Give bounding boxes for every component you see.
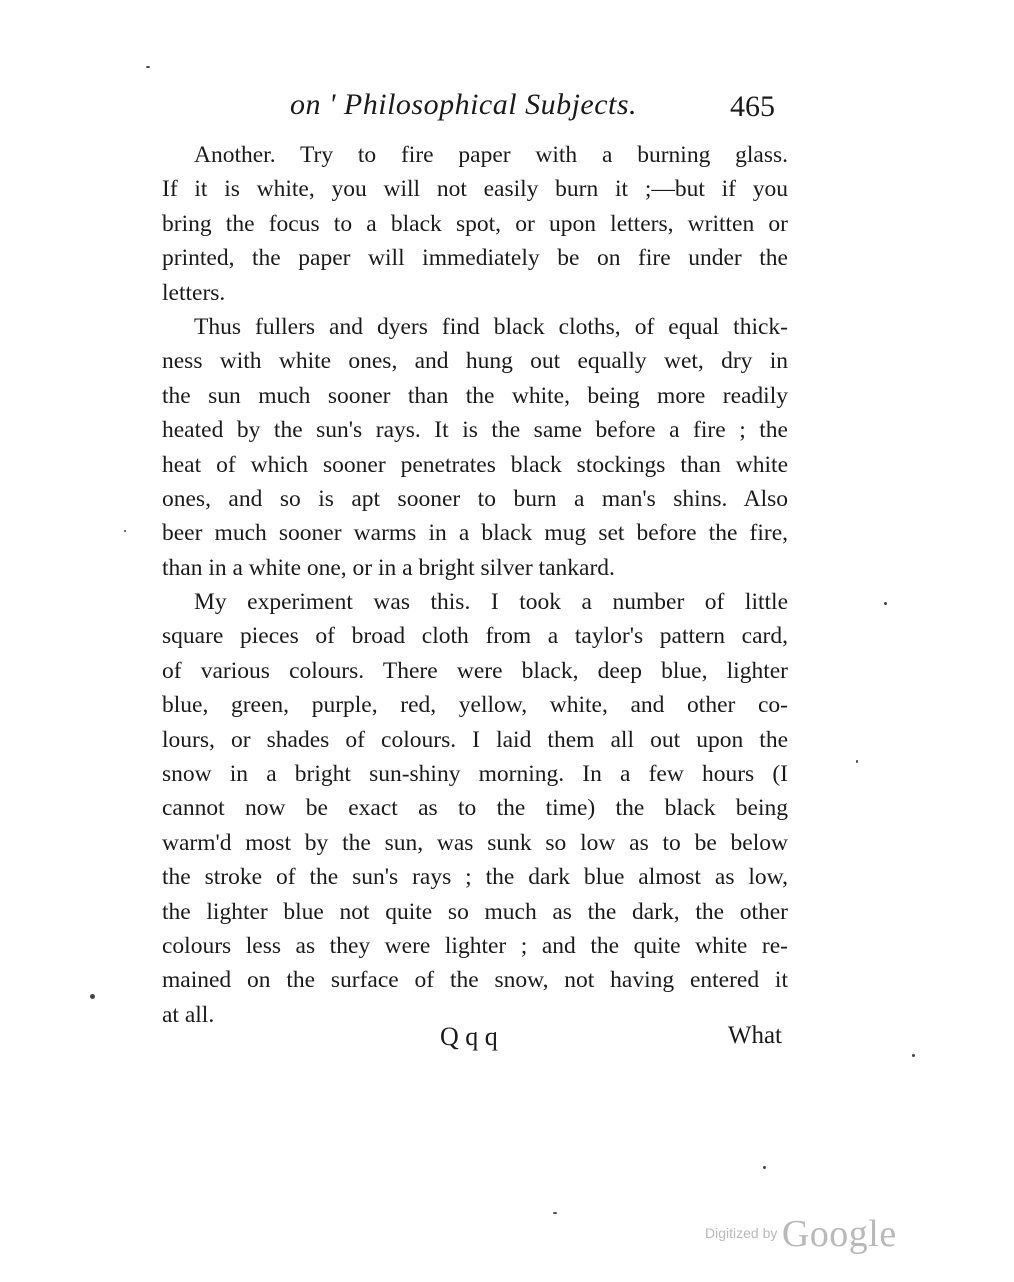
page-footer bbox=[162, 1022, 788, 1062]
google-logo: Google bbox=[781, 1213, 897, 1255]
text-line: Another. Try to fire paper with a burning glass. bbox=[194, 142, 788, 168]
text-line: My experiment was this. I took a number of little bbox=[194, 589, 788, 616]
text-line: warm'd most by the sun, was sunk so low as to be below bbox=[162, 829, 788, 856]
text-line: letters. bbox=[162, 279, 226, 306]
text-line: the sun much sooner than the white, being more readily bbox=[162, 382, 788, 409]
text-line: ones, and so is apt sooner to burn a man's shins. Also bbox=[162, 485, 788, 512]
text-line: of various colours. There were black, deep blue, lighter bbox=[162, 657, 788, 684]
signature-mark: Q q q bbox=[440, 1022, 498, 1051]
text-line: cannot now be exact as to the time) the black being bbox=[162, 795, 788, 822]
text-line: bring the focus to a black spot, or upon letters, written or bbox=[162, 210, 788, 237]
scan-speck bbox=[763, 1166, 766, 1169]
text-line: mained on the surface of the snow, not having entered it bbox=[162, 967, 788, 994]
text-line: than in a white one, or in a bright silver tankard. bbox=[162, 554, 615, 581]
scan-speck bbox=[90, 994, 95, 999]
scan-speck bbox=[553, 1212, 557, 1214]
text-line: snow in a bright sun-shiny morning. In a few hours (I bbox=[162, 761, 788, 788]
text-line: lours, or shades of colours. I laid them all out upon the bbox=[162, 726, 788, 753]
text-line: blue, green, purple, red, yellow, white, and other co- bbox=[162, 692, 788, 719]
text-line: printed, the paper will immediately be on fire under the bbox=[162, 245, 788, 272]
text-line: at all. bbox=[162, 1001, 215, 1028]
scan-speck bbox=[146, 66, 150, 68]
page-number: 465 bbox=[730, 90, 775, 123]
text-line: square pieces of broad cloth from a taylor's pattern card, bbox=[162, 623, 788, 650]
text-line: heated by the sun's rays. It is the same before a fire ; the bbox=[162, 417, 788, 444]
scan-speck bbox=[884, 602, 887, 605]
digitized-watermark bbox=[705, 1212, 897, 1256]
text-line: If it is white, you will not easily burn it ;—but if you bbox=[162, 176, 788, 203]
text-line: colours less as they were lighter ; and the quite white re- bbox=[162, 932, 788, 959]
text-line: heat of which sooner penetrates black stockings than white bbox=[162, 451, 788, 478]
text-line: Thus fullers and dyers find black cloths, of equal thick- bbox=[194, 313, 788, 340]
watermark-prefix: Digitized by bbox=[705, 1225, 778, 1241]
scan-speck bbox=[856, 760, 858, 763]
body-text bbox=[162, 138, 788, 1032]
text-line: the stroke of the sun's rays ; the dark blue almost as low, bbox=[162, 864, 788, 891]
text-line: beer much sooner warms in a black mug set before the fire, bbox=[162, 520, 788, 547]
text-line: ness with white ones, and hung out equally wet, dry in bbox=[162, 348, 788, 375]
scan-speck bbox=[912, 1054, 915, 1057]
scan-speck bbox=[124, 530, 126, 532]
running-head: on ' Philosophical Subjects. bbox=[290, 88, 638, 121]
text-line: the lighter blue not quite so much as the dark, the other bbox=[162, 898, 788, 925]
catchword: What bbox=[727, 1022, 782, 1049]
